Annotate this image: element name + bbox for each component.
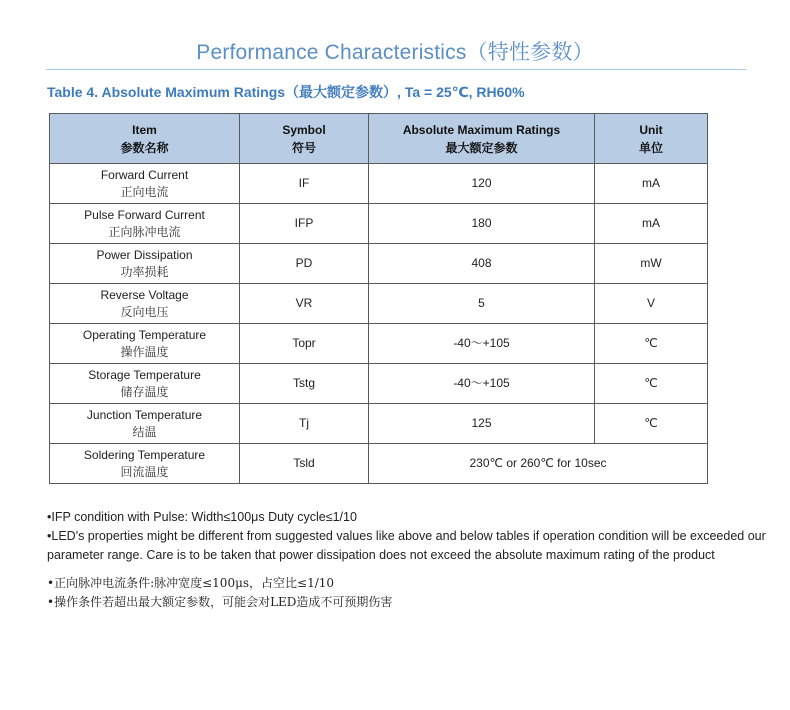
item-name-zh: 操作温度 — [120, 344, 169, 359]
item-name-zh: 回流温度 — [120, 464, 169, 479]
item-name-en: Reverse Voltage — [100, 287, 189, 302]
header-rating-zh: 最大额定参数 — [445, 140, 518, 155]
symbol-cell: PD — [240, 244, 369, 284]
table-caption: Table 4. Absolute Maximum Ratings（最大额定参数）, Ta = 25℃, RH60% — [47, 84, 525, 100]
rating-cell: 180 — [369, 204, 595, 244]
rating-cell: 125 — [369, 404, 595, 444]
item-cell — [50, 244, 240, 284]
item-name-en: Storage Temperature — [88, 367, 201, 382]
title-divider — [46, 69, 746, 70]
table-row — [50, 404, 708, 444]
header-unit-en: Unit — [639, 122, 663, 137]
rating-cell: 408 — [369, 244, 595, 284]
unit-cell: mA — [595, 164, 708, 204]
item-name-en: Pulse Forward Current — [84, 207, 205, 222]
unit-cell: V — [595, 284, 708, 324]
unit-cell: ℃ — [595, 324, 708, 364]
item-name-zh: 功率损耗 — [120, 264, 169, 279]
note-en: •LED's properties might be different from suggested values like above and below tables if operation condition will be exceeded our parameter range. Care is to be taken that power dissipation does not exceed the absolute maximum rating of the product — [47, 529, 766, 562]
header-item-zh: 参数名称 — [120, 140, 169, 155]
item-cell — [50, 324, 240, 364]
item-name-en: Junction Temperature — [86, 407, 203, 422]
symbol-cell: Topr — [240, 324, 369, 364]
header-unit-zh: 单位 — [638, 140, 663, 155]
header-symbol-en: Symbol — [282, 122, 326, 137]
header-symbol — [240, 114, 369, 164]
table-row — [50, 364, 708, 404]
item-cell — [50, 364, 240, 404]
item-name-en: Forward Current — [100, 167, 189, 182]
table-header-row — [50, 114, 708, 164]
item-cell — [50, 404, 240, 444]
table-row — [50, 204, 708, 244]
item-name-zh: 正向脉冲电流 — [108, 224, 181, 239]
absolute-maximum-ratings-table — [49, 113, 708, 484]
header-rating-en: Absolute Maximum Ratings — [402, 122, 561, 137]
item-cell — [50, 164, 240, 204]
notes-section — [47, 508, 777, 612]
item-name-zh: 正向电流 — [120, 184, 169, 199]
item-name-zh: 结温 — [132, 424, 157, 439]
rating-cell: -40～+105 — [369, 324, 595, 364]
page-title: Performance Characteristics（特性参数） — [196, 41, 594, 64]
header-symbol-zh: 符号 — [291, 140, 316, 155]
table-row — [50, 244, 708, 284]
item-cell — [50, 444, 240, 484]
unit-cell: ℃ — [595, 364, 708, 404]
item-name-en: Soldering Temperature — [83, 447, 206, 462]
symbol-cell: VR — [240, 284, 369, 324]
header-item-en: Item — [132, 122, 157, 137]
item-name-en: Operating Temperature — [82, 327, 207, 342]
table-row — [50, 444, 708, 484]
table-row — [50, 324, 708, 364]
symbol-cell: Tj — [240, 404, 369, 444]
rating-cell: 120 — [369, 164, 595, 204]
header-rating — [369, 114, 595, 164]
item-name-zh: 反向电压 — [120, 304, 169, 319]
item-cell — [50, 284, 240, 324]
rating-cell: 5 — [369, 284, 595, 324]
symbol-cell: IFP — [240, 204, 369, 244]
unit-cell: ℃ — [595, 404, 708, 444]
item-name-en: Power Dissipation — [96, 247, 193, 262]
rating-cell: 230℃ or 260℃ for 10sec — [369, 444, 708, 484]
note-zh: •操作条件若超出最大额定参数，可能会对LED造成不可预期伤害 — [47, 595, 393, 609]
unit-cell: mW — [595, 244, 708, 284]
header-item — [50, 114, 240, 164]
table-row — [50, 284, 708, 324]
symbol-cell: Tstg — [240, 364, 369, 404]
notes-spacer — [47, 565, 777, 574]
rating-cell: -40～+105 — [369, 364, 595, 404]
symbol-cell: Tsld — [240, 444, 369, 484]
header-unit — [595, 114, 708, 164]
item-cell — [50, 204, 240, 244]
note-zh: •正向脉冲电流条件:脉冲宽度≤100μs，占空比≤1/10 — [47, 576, 335, 590]
table-row — [50, 164, 708, 204]
symbol-cell: IF — [240, 164, 369, 204]
item-name-zh: 储存温度 — [120, 384, 169, 399]
unit-cell: mA — [595, 204, 708, 244]
note-en: •IFP condition with Pulse: Width≤100μs Duty cycle≤1/10 — [47, 510, 357, 524]
